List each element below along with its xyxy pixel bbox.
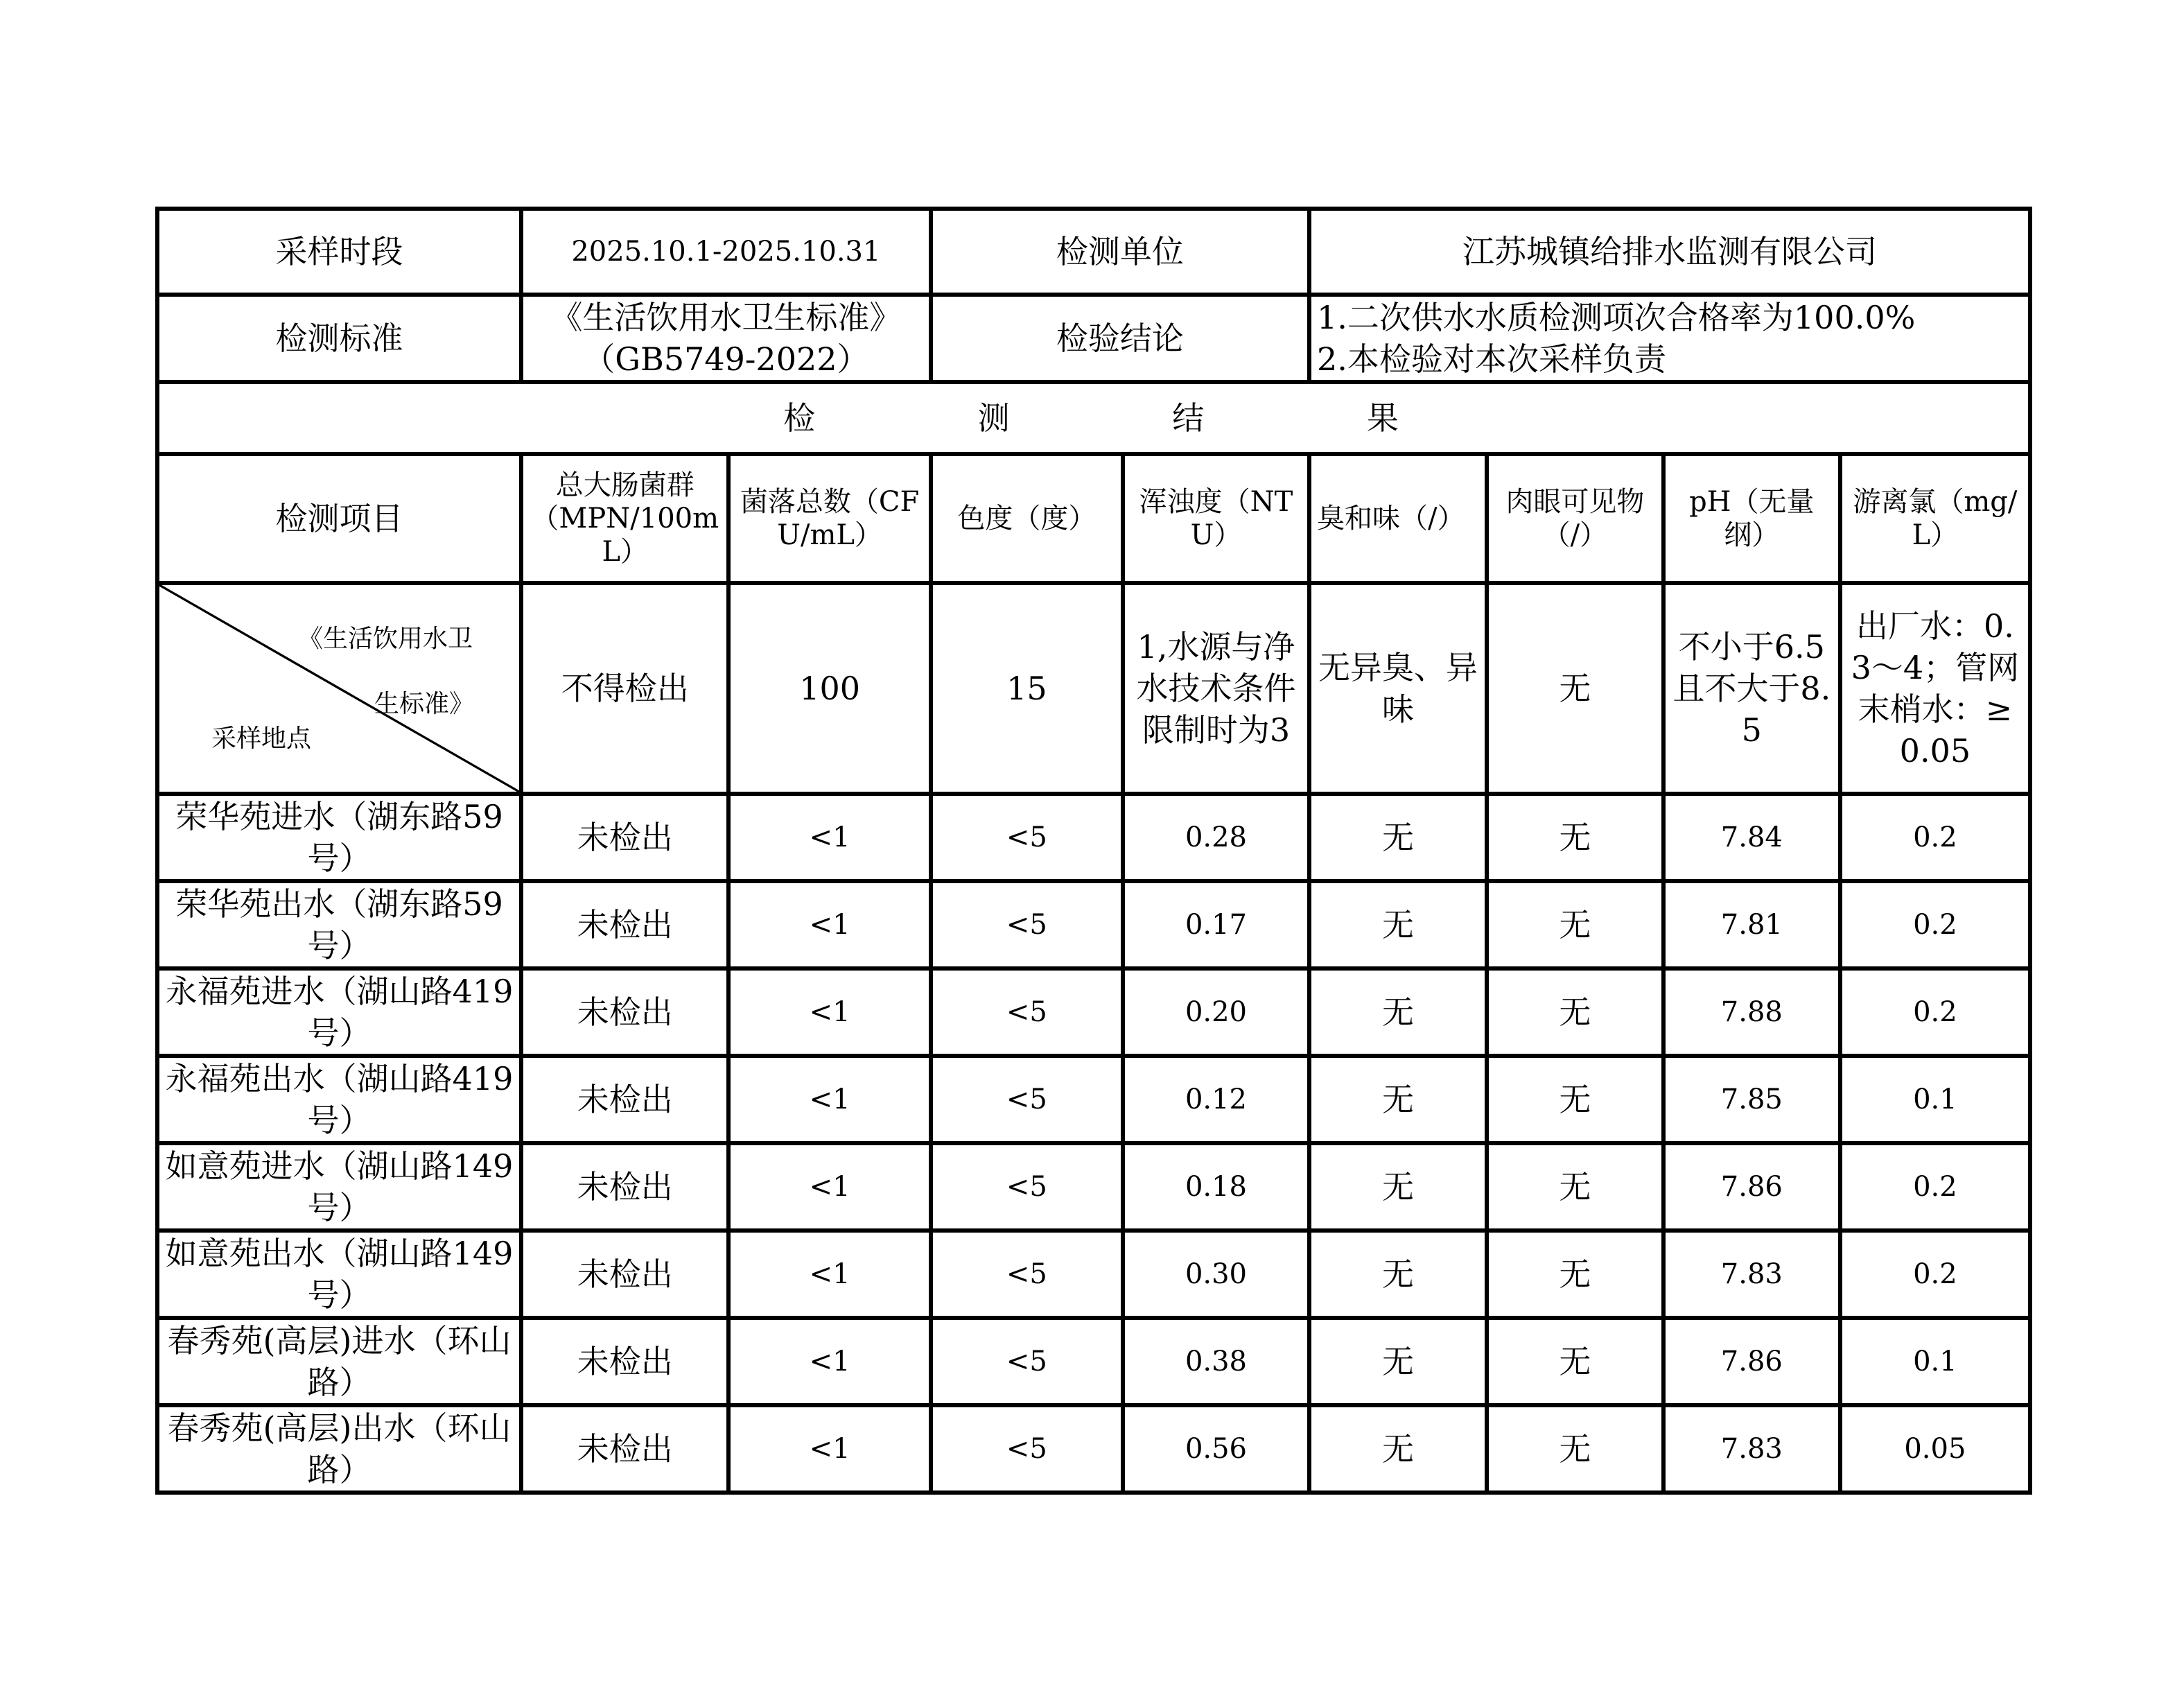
diagonal-bottom-label: 采样地点: [211, 724, 312, 753]
table-row: [157, 1405, 2030, 1493]
diagonal-header-cell: [157, 583, 521, 794]
col-header-ph: pH（无量纲）: [1663, 454, 1840, 583]
cell-color: <5: [931, 1318, 1123, 1405]
results-title-row: [157, 382, 2030, 454]
limit-odor: 无异臭、异味: [1309, 583, 1487, 794]
cell-free-chlorine: 0.2: [1840, 881, 2030, 968]
cell-color: <5: [931, 968, 1123, 1056]
cell-turbidity: 0.17: [1123, 881, 1309, 968]
cell-color: <5: [931, 1231, 1123, 1318]
cell-colony-count: <1: [728, 881, 930, 968]
conclusion-value: [1309, 295, 2030, 382]
results-title: 检 测 结 果: [157, 382, 2030, 454]
cell-odor: 无: [1309, 881, 1487, 968]
cell-coliform: 未检出: [521, 1143, 728, 1231]
cell-odor: 无: [1309, 1143, 1487, 1231]
site-name: 荣华苑出水（湖东路59号）: [157, 881, 521, 968]
table-row: [157, 1056, 2030, 1143]
cell-turbidity: 0.30: [1123, 1231, 1309, 1318]
cell-turbidity: 0.12: [1123, 1056, 1309, 1143]
conclusion-line-2: 2.本检验对本次采样负责: [1317, 340, 1666, 378]
site-name: 如意苑出水（湖山路149号）: [157, 1231, 521, 1318]
cell-coliform: 未检出: [521, 794, 728, 881]
header-row-standard: [157, 295, 2030, 382]
limit-colony-count: 100: [728, 583, 930, 794]
col-header-odor: 臭和味（/）: [1309, 454, 1487, 583]
cell-free-chlorine: 0.05: [1840, 1405, 2030, 1493]
cell-odor: 无: [1309, 1056, 1487, 1143]
cell-turbidity: 0.38: [1123, 1318, 1309, 1405]
cell-odor: 无: [1309, 1231, 1487, 1318]
limit-ph: 不小于6.5且不大于8.5: [1663, 583, 1840, 794]
limit-visible-matter: 无: [1487, 583, 1663, 794]
site-name: 春秀苑(高层)出水（环山路）: [157, 1405, 521, 1493]
cell-visible-matter: 无: [1487, 794, 1663, 881]
site-name: 春秀苑(高层)进水（环山路）: [157, 1318, 521, 1405]
cell-coliform: 未检出: [521, 968, 728, 1056]
cell-turbidity: 0.56: [1123, 1405, 1309, 1493]
table-row: [157, 1231, 2030, 1318]
cell-ph: 7.83: [1663, 1231, 1840, 1318]
cell-colony-count: <1: [728, 1056, 930, 1143]
cell-colony-count: <1: [728, 968, 930, 1056]
cell-ph: 7.84: [1663, 794, 1840, 881]
site-name: 荣华苑进水（湖东路59号）: [157, 794, 521, 881]
cell-ph: 7.85: [1663, 1056, 1840, 1143]
cell-visible-matter: 无: [1487, 968, 1663, 1056]
cell-turbidity: 0.28: [1123, 794, 1309, 881]
cell-visible-matter: 无: [1487, 1231, 1663, 1318]
col-header-coliform: 总大肠菌群（MPN/100mL）: [521, 454, 728, 583]
table-row: [157, 1143, 2030, 1231]
cell-coliform: 未检出: [521, 1231, 728, 1318]
cell-visible-matter: 无: [1487, 1143, 1663, 1231]
col-header-colony-count: 菌落总数（CFU/mL）: [728, 454, 930, 583]
cell-free-chlorine: 0.2: [1840, 794, 2030, 881]
table-row: [157, 1318, 2030, 1405]
col-header-free-chlorine: 游离氯（mg/L）: [1840, 454, 2030, 583]
cell-color: <5: [931, 1056, 1123, 1143]
cell-free-chlorine: 0.1: [1840, 1318, 2030, 1405]
cell-ph: 7.81: [1663, 881, 1840, 968]
diagonal-top-line-1: 《生活饮用水卫: [298, 625, 473, 653]
standard-code: （GB5749-2022）: [583, 340, 869, 378]
cell-coliform: 未检出: [521, 881, 728, 968]
cell-color: <5: [931, 794, 1123, 881]
cell-odor: 无: [1309, 968, 1487, 1056]
standard-value: [521, 295, 931, 382]
site-name: 如意苑进水（湖山路149号）: [157, 1143, 521, 1231]
col-header-visible-matter: 肉眼可见物（/）: [1487, 454, 1663, 583]
site-name: 永福苑进水（湖山路419号）: [157, 968, 521, 1056]
table-row: [157, 794, 2030, 881]
standard-label: 检测标准: [157, 295, 521, 382]
cell-colony-count: <1: [728, 1405, 930, 1493]
conclusion-label: 检验结论: [931, 295, 1309, 382]
cell-color: <5: [931, 881, 1123, 968]
limit-coliform: 不得检出: [521, 583, 728, 794]
column-header-row: [157, 454, 2030, 583]
period-label: 采样时段: [157, 209, 521, 295]
conclusion-line-1: 1.二次供水水质检测项次合格率为100.0%: [1317, 299, 1916, 336]
diagonal-line: [159, 585, 519, 792]
cell-visible-matter: 无: [1487, 1056, 1663, 1143]
cell-odor: 无: [1309, 794, 1487, 881]
cell-coliform: 未检出: [521, 1318, 728, 1405]
item-label: 检测项目: [157, 454, 521, 583]
period-value: 2025.10.1-2025.10.31: [521, 209, 931, 295]
cell-ph: 7.83: [1663, 1405, 1840, 1493]
diagonal-top-line-2: 生标准》: [374, 690, 475, 718]
cell-ph: 7.88: [1663, 968, 1840, 1056]
cell-free-chlorine: 0.2: [1840, 1143, 2030, 1231]
cell-turbidity: 0.20: [1123, 968, 1309, 1056]
water-quality-report-table: [155, 207, 2032, 1495]
cell-free-chlorine: 0.1: [1840, 1056, 2030, 1143]
unit-value: 江苏城镇给排水监测有限公司: [1309, 209, 2030, 295]
cell-free-chlorine: 0.2: [1840, 1231, 2030, 1318]
cell-coliform: 未检出: [521, 1056, 728, 1143]
cell-free-chlorine: 0.2: [1840, 968, 2030, 1056]
cell-ph: 7.86: [1663, 1318, 1840, 1405]
cell-odor: 无: [1309, 1405, 1487, 1493]
col-header-turbidity: 浑浊度（NTU）: [1123, 454, 1309, 583]
cell-color: <5: [931, 1405, 1123, 1493]
limit-turbidity: 1,水源与净水技术条件限制时为3: [1123, 583, 1309, 794]
cell-color: <5: [931, 1143, 1123, 1231]
cell-colony-count: <1: [728, 1231, 930, 1318]
table-row: [157, 881, 2030, 968]
cell-ph: 7.86: [1663, 1143, 1840, 1231]
table-row: [157, 968, 2030, 1056]
cell-visible-matter: 无: [1487, 1318, 1663, 1405]
limit-free-chlorine: 出厂水：0.3～4；管网末梢水：≥0.05: [1840, 583, 2030, 794]
unit-label: 检测单位: [931, 209, 1309, 295]
header-row-period: [157, 209, 2030, 295]
cell-odor: 无: [1309, 1318, 1487, 1405]
cell-coliform: 未检出: [521, 1405, 728, 1493]
standard-name: 《生活饮用水卫生标准》: [550, 299, 902, 336]
cell-colony-count: <1: [728, 1318, 930, 1405]
cell-colony-count: <1: [728, 1143, 930, 1231]
cell-visible-matter: 无: [1487, 881, 1663, 968]
cell-visible-matter: 无: [1487, 1405, 1663, 1493]
cell-colony-count: <1: [728, 794, 930, 881]
cell-turbidity: 0.18: [1123, 1143, 1309, 1231]
limit-color: 15: [931, 583, 1123, 794]
limits-row: [157, 583, 2030, 794]
col-header-color: 色度（度）: [931, 454, 1123, 583]
site-name: 永福苑出水（湖山路419号）: [157, 1056, 521, 1143]
